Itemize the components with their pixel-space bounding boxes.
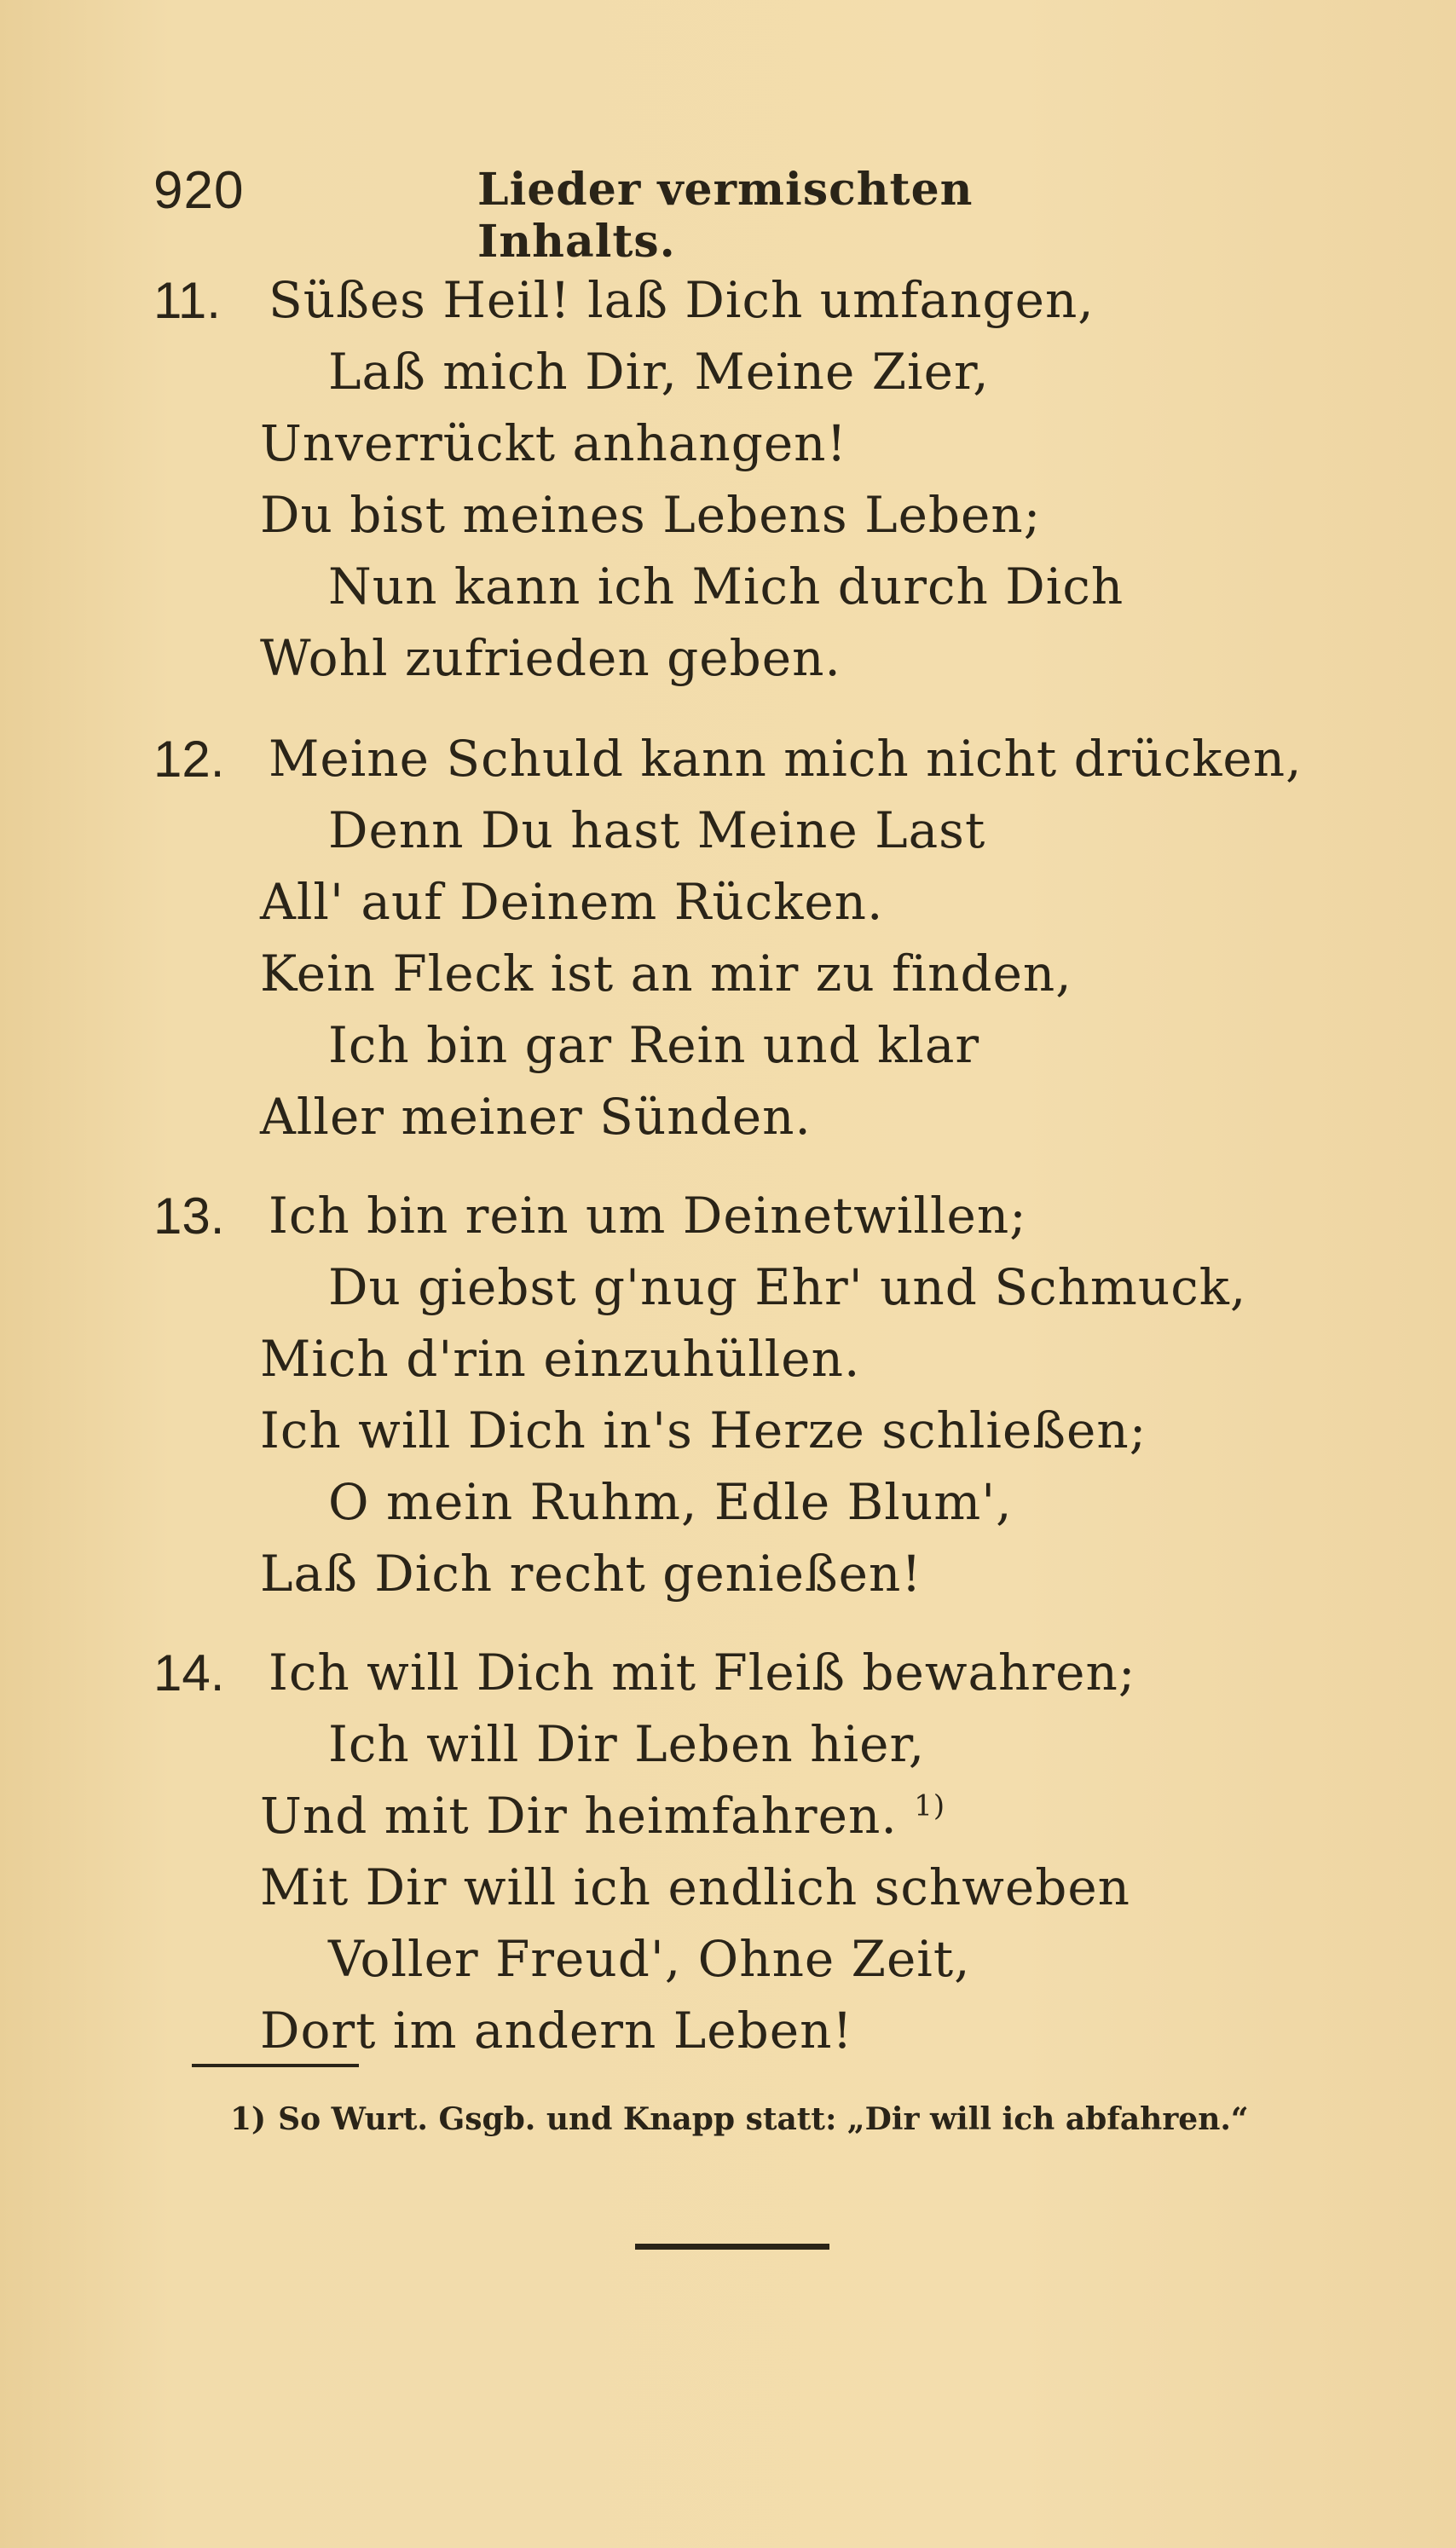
page-header [153, 160, 1176, 268]
end-rule [635, 2244, 829, 2250]
verse-line: Mich d'rin einzuhüllen. [260, 1330, 861, 1388]
verse-line: Du bist meines Lebens Leben; [260, 486, 1042, 544]
verse-line: Süßes Heil! laß Dich umfangen, [269, 271, 1095, 329]
verse-line: Wohl zufrieden geben. [260, 629, 841, 687]
verse-line: Ich will Dir Leben hier, [328, 1715, 926, 1773]
verse-line: Denn Du hast Meine Last [328, 801, 986, 859]
verse-line: Dort im andern Leben! [260, 2002, 853, 2060]
stanza-number: 14. [153, 1644, 225, 1702]
verse-line: Kein Fleck ist an mir zu finden, [260, 945, 1072, 1002]
verse-line: Ich bin gar Rein und klar [328, 1016, 980, 1074]
verse-line-with-footnote [260, 1787, 945, 1845]
verse-line: Meine Schuld kann mich nicht drücken, [269, 730, 1303, 788]
running-title: Lieder vermischten Inhalts. [477, 164, 974, 268]
verse-line: Ich bin rein um Deinetwillen; [269, 1187, 1027, 1245]
verse-line: Unverrückt anhangen! [260, 414, 847, 472]
stanza-number: 12. [153, 731, 225, 788]
verse-line: Nun kann ich Mich durch Dich [328, 558, 1124, 615]
footnote [230, 2101, 1249, 2137]
verse-line-text: Und mit Dir heimfahren. [260, 1787, 898, 1845]
footnote-mark: 1) [230, 2101, 267, 2137]
verse-line: Ich will Dich mit Fleiß bewahren; [269, 1644, 1136, 1702]
verse-line: Ich will Dich in's Herze schließen; [260, 1401, 1147, 1459]
footnote-reference[interactable]: 1) [914, 1788, 946, 1823]
verse-line: All' auf Deinem Rücken. [260, 873, 884, 931]
footnote-divider [192, 2064, 359, 2067]
verse-line: Du giebst g'nug Ehr' und Schmuck, [328, 1258, 1247, 1316]
verse-line: Aller meiner Sünden. [260, 1088, 812, 1146]
footnote-text: So Wurt. Gsgb. und Knapp statt: „Dir will ich abfahren.“ [278, 2101, 1249, 2137]
verse-line: Mit Dir will ich endlich schweben [260, 1858, 1131, 1916]
verse-line: Laß Dich recht genießen! [260, 1545, 922, 1603]
verse-line: O mein Ruhm, Edle Blum', [328, 1473, 1013, 1531]
verse-line: Laß mich Dir, Meine Zier, [328, 343, 990, 401]
verse-line: Voller Freud', Ohne Zeit, [328, 1930, 971, 1988]
stanza-number: 13. [153, 1187, 225, 1245]
page-number: 920 [153, 161, 245, 220]
stanza-number: 11. [153, 272, 221, 329]
